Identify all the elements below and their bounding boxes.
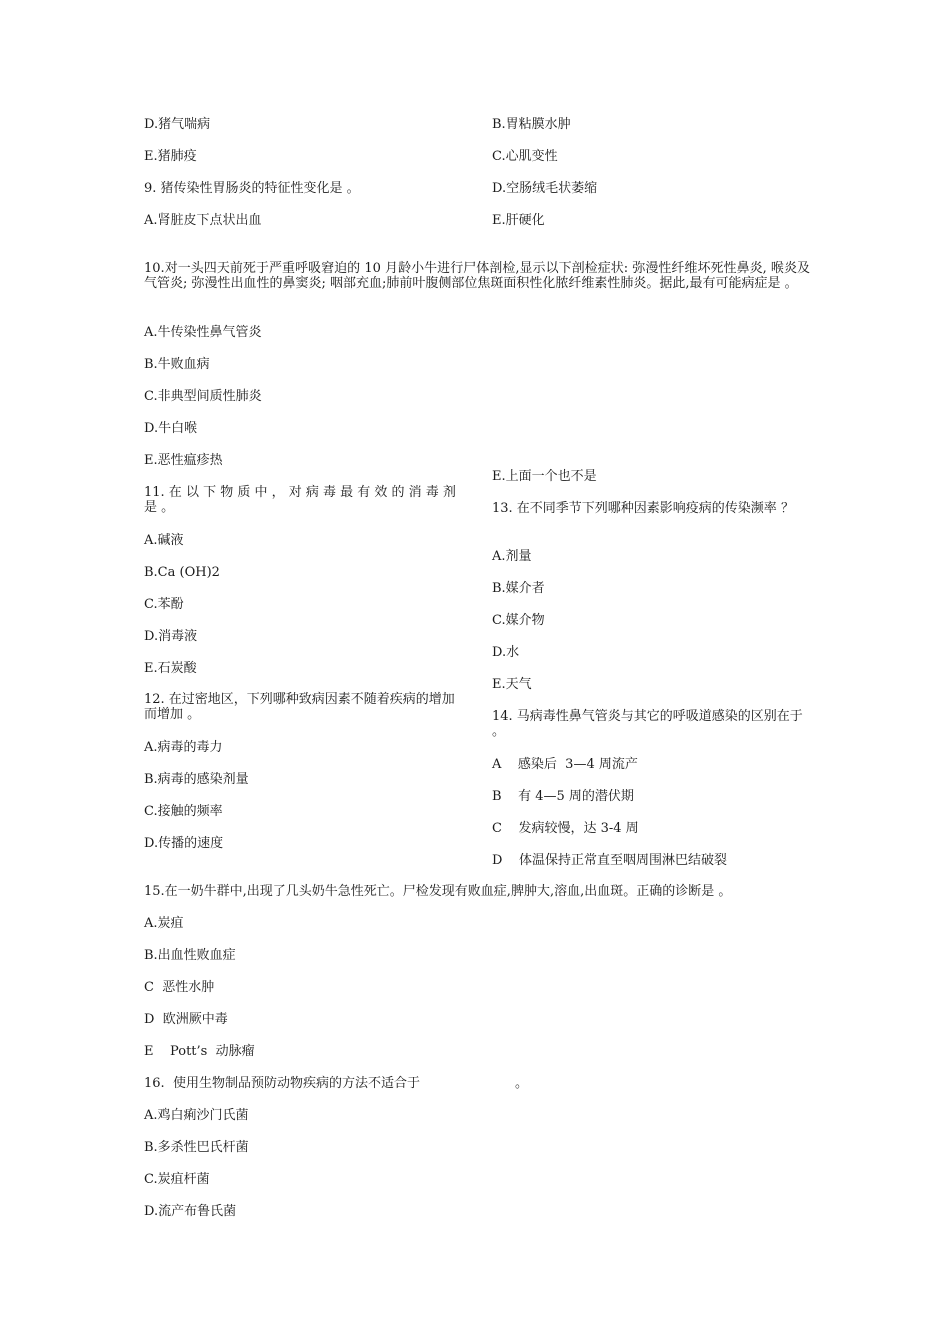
q11-option-d: D.消毒液 xyxy=(144,629,198,644)
q16-option-c: C.炭疽杆菌 xyxy=(144,1172,210,1187)
q14-option-b: B 有 4—5 周的潜伏期 xyxy=(492,789,634,804)
q14-option-c: C 发病较慢，达 3-4 周 xyxy=(492,821,639,836)
q11-option-c: C.苯酚 xyxy=(144,597,184,612)
q12-option-b: B.病毒的感染剂量 xyxy=(144,772,249,787)
question-15-stem: 15.在一奶牛群中,出现了几头奶牛急性死亡。尸检发现有败血症,脾肿大,溶血,出血斑。正确的诊断是 。 xyxy=(144,884,732,899)
q13-option-b: B.媒介者 xyxy=(492,581,545,596)
q12-option-c: C.接触的频率 xyxy=(144,804,223,819)
question-11-stem: 11. 在 以 下 物 质 中 ， 对 病 毒 最 有 效 的 消 毒 剂 是 。 xyxy=(144,485,456,515)
question-10-stem: 10.对一头四天前死于严重呼吸窘迫的 10 月龄小牛进行尸体剖检,显示以下剖检症状: 弥漫性纤维坏死性鼻炎, 喉炎及气管炎; 弥漫性出血性的鼻窦炎; 咽部充血;肺前叶腹侧部位焦斑面积性化脓纤维素性肺炎。据此,最有可能病症是 。 xyxy=(144,261,810,291)
q11-option-e: E.石炭酸 xyxy=(144,661,197,676)
option-d-villus-atrophy: D.空肠绒毛状萎缩 xyxy=(492,181,598,196)
q10-option-c: C.非典型间质性肺炎 xyxy=(144,389,262,404)
q16-option-b: B.多杀性巴氏杆菌 xyxy=(144,1140,249,1155)
q15-option-d: D 欧洲厥中毒 xyxy=(144,1012,228,1027)
q15-option-b: B.出血性败血症 xyxy=(144,948,236,963)
q16-option-d: D.流产布鲁氏菌 xyxy=(144,1204,237,1219)
q15-option-c: C 恶性水肿 xyxy=(144,980,215,995)
q10-option-a: A.牛传染性鼻气管炎 xyxy=(144,325,262,340)
q12-option-d: D.传播的速度 xyxy=(144,836,224,851)
question-14-stem: 14. 马病毒性鼻气管炎与其它的呼吸道感染的区别在于 。 xyxy=(492,709,803,739)
q12-option-a: A.病毒的毒力 xyxy=(144,740,223,755)
option-b-gastric-edema: B.胃粘膜水肿 xyxy=(492,117,571,132)
question-16-stem: 16. 使用生物制品预防动物疾病的方法不适合于 。 xyxy=(144,1076,528,1091)
q15-option-a: A.炭疽 xyxy=(144,916,184,931)
q11-option-a: A.碱液 xyxy=(144,533,184,548)
option-e-pig-pasteurellosis: E.猪肺疫 xyxy=(144,149,197,164)
q15-option-e: E Pott’s 动脉瘤 xyxy=(144,1044,255,1059)
question-12-stem: 12. 在过密地区，下列哪种致病因素不随着疾病的增加而增加 。 xyxy=(144,692,455,722)
q14-option-d: D 体温保持正常直至咽周围淋巴结破裂 xyxy=(492,853,727,868)
q10-option-d: D.牛白喉 xyxy=(144,421,198,436)
q10-option-b: B.牛败血病 xyxy=(144,357,210,372)
option-d-pig-asthma: D.猪气喘病 xyxy=(144,117,211,132)
q13-option-c: C.媒介物 xyxy=(492,613,545,628)
option-e-cirrhosis: E.肝硬化 xyxy=(492,213,545,228)
q14-option-a: A 感染后 3—4 周流产 xyxy=(492,757,638,772)
q10-option-e: E.恶性瘟疹热 xyxy=(144,453,223,468)
q13-option-e: E.天气 xyxy=(492,677,532,692)
q11-option-b: B.Ca (OH)2 xyxy=(144,565,220,580)
option-e-none-of-above: E.上面一个也不是 xyxy=(492,469,597,484)
q16-option-a: A.鸡白痢沙门氏菌 xyxy=(144,1108,249,1123)
q13-option-a: A.剂量 xyxy=(492,549,532,564)
question-13-stem: 13. 在不同季节下列哪种因素影响疫病的传染濒率 ？ xyxy=(492,501,794,516)
option-c-myocardial-degeneration: C.心肌变性 xyxy=(492,149,558,164)
option-a-kidney-hemorrhage: A.肾脏皮下点状出血 xyxy=(144,213,262,228)
question-9-stem: 9. 猪传染性胃肠炎的特征性变化是 。 xyxy=(144,181,360,196)
q13-option-d: D.水 xyxy=(492,645,520,660)
